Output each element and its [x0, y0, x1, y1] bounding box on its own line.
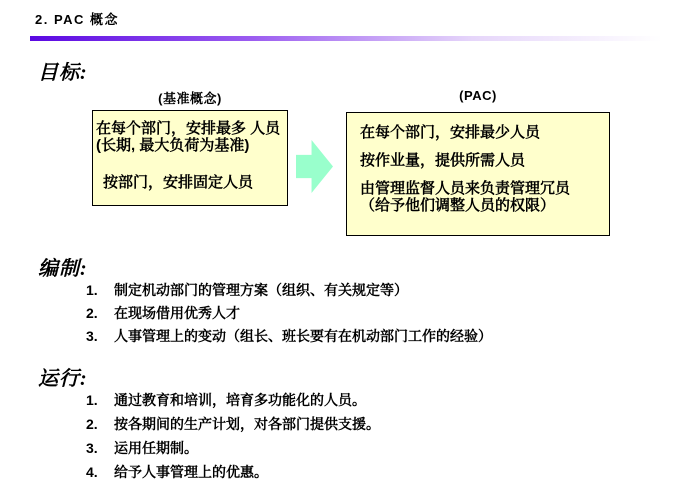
baseline-box-line: 按部门，安排固定人员	[103, 174, 254, 191]
list-item-number: 2.	[86, 304, 98, 321]
baseline-box-line: 在每个部门，安排最多 人员	[96, 120, 281, 137]
list-item-text: 给予人事管理上的优惠。	[114, 464, 268, 480]
list-item-text: 制定机动部门的管理方案（组织、有关规定等）	[114, 281, 408, 298]
list-item-number: 1.	[86, 392, 98, 408]
goal-heading: 目标:	[38, 62, 88, 84]
list-item	[86, 460, 380, 484]
organization-heading: 编制:	[38, 258, 88, 280]
list-item-text: 人事管理上的变动（组长、班长要有在机动部门工作的经验）	[114, 327, 492, 344]
slide-title: 2. PAC 概念	[35, 12, 120, 27]
operation-list	[86, 388, 380, 484]
operation-heading: 运行:	[38, 368, 88, 390]
pac-concept-box	[346, 112, 610, 236]
title-divider	[30, 36, 662, 41]
pac-box-line: 由管理监督人员来负责管理冗员	[360, 180, 571, 197]
list-item	[86, 388, 380, 412]
list-item-number: 4.	[86, 464, 98, 480]
list-item	[86, 412, 380, 436]
list-item-number: 3.	[86, 440, 98, 456]
list-item-text: 按各期间的生产计划，对各部门提供支援。	[114, 416, 380, 432]
list-item-number: 2.	[86, 416, 98, 432]
right-arrow-icon	[296, 140, 333, 193]
list-item	[86, 324, 492, 347]
list-item-number: 1.	[86, 281, 98, 298]
list-item	[86, 278, 492, 301]
list-item-text: 运用任期制。	[114, 440, 198, 456]
list-item	[86, 436, 380, 460]
baseline-box-line: (长期, 最大负荷为基准)	[96, 137, 250, 154]
organization-list	[86, 278, 492, 347]
list-item-text: 在现场借用优秀人才	[114, 304, 240, 321]
pac-box-label: (PAC)	[459, 88, 497, 103]
baseline-concept-box	[92, 110, 288, 206]
list-item-number: 3.	[86, 327, 98, 344]
pac-box-line: （给予他们调整人员的权限）	[360, 197, 556, 214]
list-item	[86, 301, 492, 324]
list-item-text: 通过教育和培训，培育多功能化的人员。	[114, 392, 366, 408]
pac-box-line: 按作业量，提供所需人员	[360, 152, 526, 169]
baseline-box-label: (基准概念)	[158, 91, 222, 106]
pac-box-line: 在每个部门，安排最少人员	[360, 124, 541, 141]
